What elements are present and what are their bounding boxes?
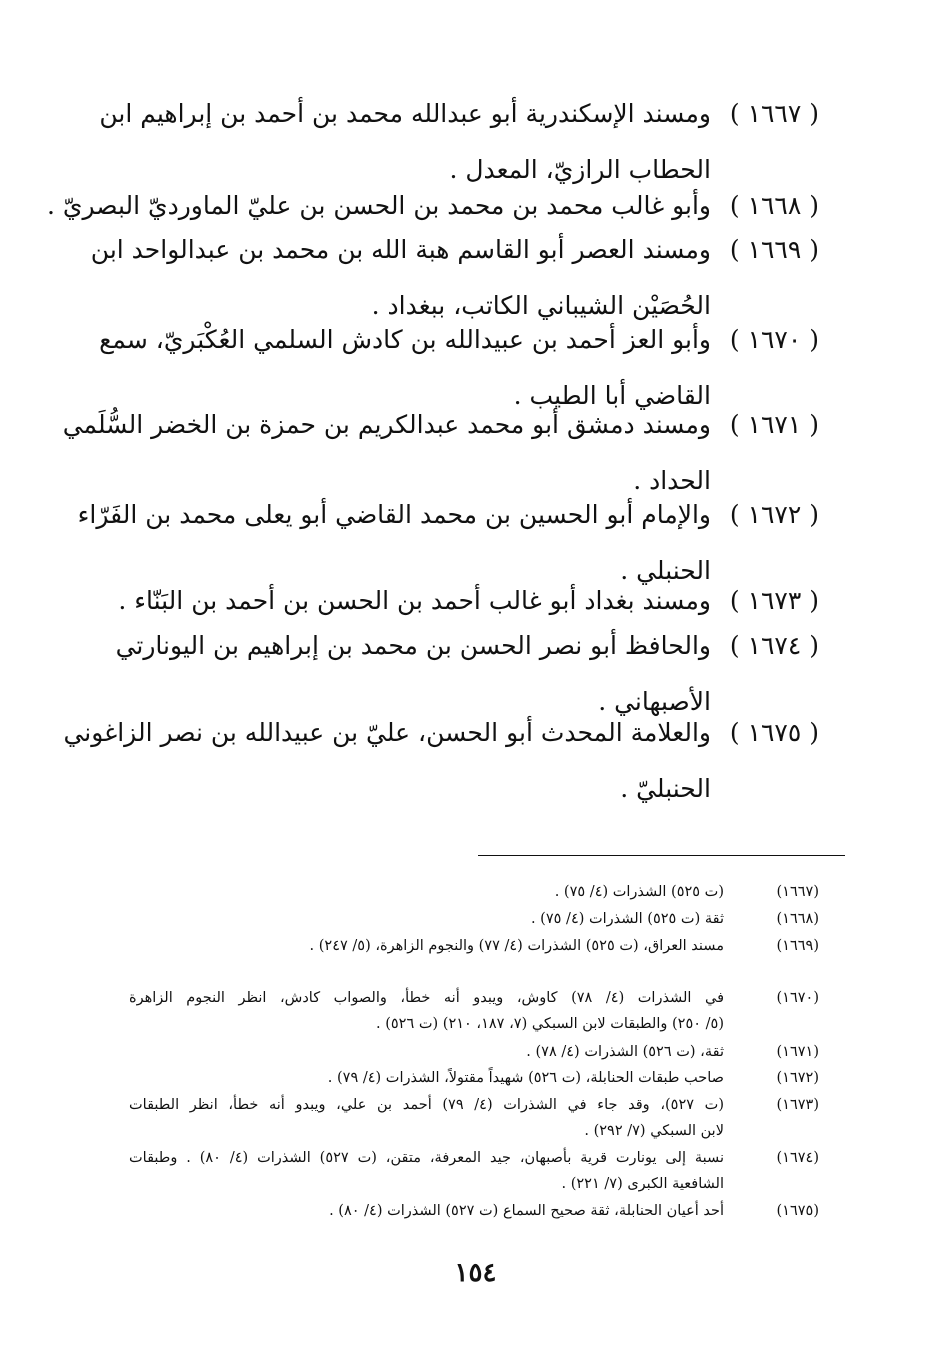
footnote-number: (١٦٦٩) <box>776 938 819 954</box>
footnote-number: (١٦٧٣) <box>776 1097 819 1113</box>
page-number: ١٥٤ <box>454 1258 497 1288</box>
footnote-1672 <box>129 1065 819 1091</box>
entry-text: القاضي أبا الطيب . <box>513 381 711 410</box>
entry-number: ( ١٦٧١ ) <box>729 410 819 439</box>
entry-number: ( ١٦٧٣ ) <box>729 586 819 615</box>
footnote-text: في الشذرات (٤/ ٧٨) كاوش، ويبدو أنه خطأ، والصواب كادش، انظر النجوم الزاهرة <box>129 990 724 1006</box>
footnote-number: (١٦٧١) <box>776 1044 819 1060</box>
entry-text: وأبو العز أحمد بن عبيدالله بن كادش السلمي العُكْبَريّ، سمع <box>99 325 711 354</box>
entry-number: ( ١٦٧٢ ) <box>729 500 819 529</box>
footnote-text: الشافعية الكبرى (٧/ ٢٢١) . <box>561 1176 724 1192</box>
entry-text: والعلامة المحدث أبو الحسن، عليّ بن عبيدالله بن نصر الزاغوني <box>63 718 711 747</box>
footnote-1669 <box>129 933 819 959</box>
entry-text: الحنبلي . <box>620 556 711 585</box>
entry-text: الحطاب الرازيّ، المعدل . <box>449 155 711 184</box>
footnote-1673 <box>129 1092 819 1144</box>
entry-text: ومسند العصر أبو القاسم هبة الله بن محمد بن عبدالواحد ابن <box>90 235 711 264</box>
footnote-text: (٥/ ٢٥٠) والطبقات لابن السبكي (٧، ١٨٧، ٢١٠) (ت ٥٢٦) . <box>375 1016 724 1032</box>
footnote-number: (١٦٦٨) <box>776 911 819 927</box>
entry-text: ومسند بغداد أبو غالب أحمد بن الحسن بن أحمد بن البَنّاء . <box>118 586 711 615</box>
footnote-1670 <box>129 985 819 1037</box>
footnote-number: (١٦٧٠) <box>776 990 819 1006</box>
footnote-1674 <box>129 1145 819 1197</box>
entry-number: ( ١٦٧٥ ) <box>729 718 819 747</box>
entry-number: ( ١٦٦٩ ) <box>729 235 819 264</box>
footnote-text: أحد أعيان الحنابلة، ثقة صحيح السماع (ت ٥٢٧) الشذرات (٤/ ٨٠) . <box>329 1203 724 1219</box>
footnote-text: (ت ٥٢٧)، وقد جاء في الشذرات (٤/ ٧٩) أحمد بن علي، ويبدو أنه خطأ، انظر الطبقات <box>129 1097 724 1113</box>
footnote-text: (ت ٥٢٥) الشذرات (٤/ ٧٥) . <box>554 884 724 900</box>
entry-text: الحداد . <box>633 466 711 495</box>
entry-number: ( ١٦٦٧ ) <box>729 99 819 128</box>
footnote-number: (١٦٧٤) <box>776 1150 819 1166</box>
footnote-separator <box>478 855 845 856</box>
footnote-1671 <box>129 1039 819 1065</box>
entry-text: ومسند دمشق أبو محمد عبدالكريم بن حمزة بن الخضر السُّلَمي <box>62 410 711 439</box>
footnote-number: (١٦٦٧) <box>776 884 819 900</box>
footnote-number: (١٦٧٥) <box>776 1203 819 1219</box>
entry-number: ( ١٦٧٤ ) <box>729 631 819 660</box>
entry-number: ( ١٦٦٨ ) <box>729 191 819 220</box>
footnote-text: نسبة إلى يونارت قرية بأصبهان، جيد المعرفة، متقن، (ت ٥٢٧) الشذرات (٤/ ٨٠) . وطبقات <box>129 1150 724 1166</box>
footnote-text: مسند العراق، (ت ٥٢٥) الشذرات (٤/ ٧٧) والنجوم الزاهرة، (٥/ ٢٤٧) . <box>309 938 724 954</box>
footnote-text: صاحب طبقات الحنابلة، (ت ٥٢٦) شهيداً مقتولاً، الشذرات (٤/ ٧٩) . <box>327 1070 724 1086</box>
entry-text: والإمام أبو الحسين بن محمد القاضي أبو يعلى محمد بن الفَرّاء <box>77 500 711 529</box>
entry-number: ( ١٦٧٠ ) <box>729 325 819 354</box>
entry-text: ومسند الإسكندرية أبو عبدالله محمد بن أحمد بن إبراهيم ابن <box>99 99 711 128</box>
entry-text: الأصبهاني . <box>598 687 711 716</box>
footnote-text: ثقة، (ت ٥٢٦) الشذرات (٤/ ٧٨) . <box>526 1044 724 1060</box>
entry-text: الحُصَيْن الشيباني الكاتب، ببغداد . <box>371 291 711 320</box>
entry-text: وأبو غالب محمد بن محمد بن الحسن بن عليّ الماورديّ البصريّ . <box>47 191 711 220</box>
footnote-text: لابن السبكي (٧/ ٢٩٢) . <box>584 1123 724 1139</box>
footnote-1668 <box>129 906 819 932</box>
entry-1675 <box>63 705 819 817</box>
footnote-1667 <box>129 879 819 905</box>
footnote-text: ثقة (ت ٥٢٥) الشذرات (٤/ ٧٥) . <box>530 911 724 927</box>
entry-text: الحنبليّ . <box>620 774 711 803</box>
entry-text: والحافظ أبو نصر الحسن بن محمد بن إبراهيم بن اليونارتي <box>115 631 711 660</box>
footnote-number: (١٦٧٢) <box>776 1070 819 1086</box>
footnote-1675 <box>129 1198 819 1224</box>
